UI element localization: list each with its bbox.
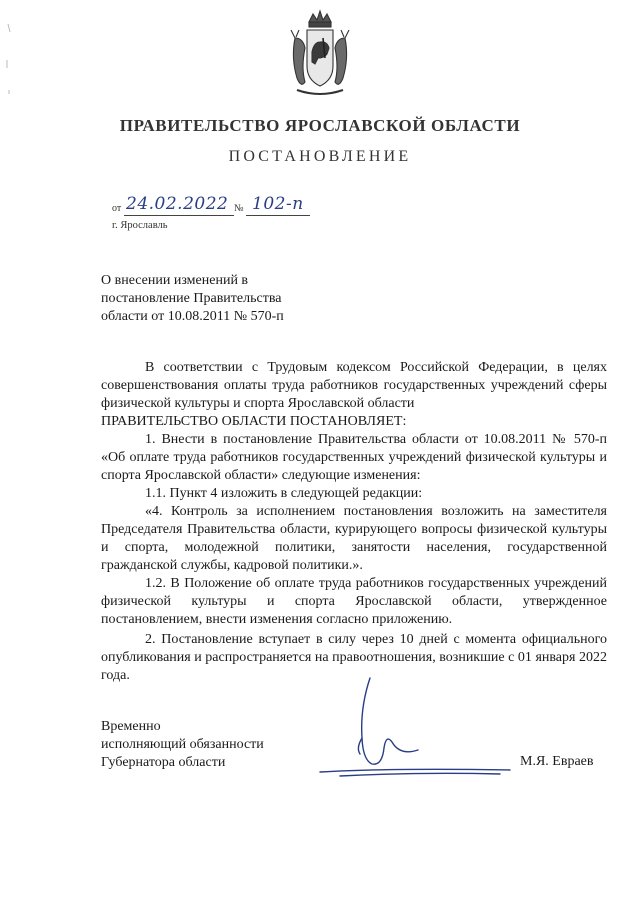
item-1-1-text: «4. Контроль за исполнением постановления возложить на заместителя Председателя Правительства области, курирующего вопросы физической культуры и спорта, молодежной политики, занятости населения, государственной гражданской службы, кадровой политики.». <box>101 504 607 573</box>
preamble: В соответствии с Трудовым кодексом Российской Федерации, в целях совершенствования оплаты труда работников государственных учреждений сферы физической культуры и спорта Ярославской области <box>101 360 607 411</box>
government-title: ПРАВИТЕЛЬСТВО ЯРОСЛАВСКОЙ ОБЛАСТИ <box>119 116 521 135</box>
position-line: Временно <box>101 719 161 734</box>
resolution-statement: ПРАВИТЕЛЬСТВО ОБЛАСТИ ПОСТАНОВЛЯЕТ: <box>101 414 407 429</box>
margin-marks <box>4 20 16 120</box>
signatory-position <box>101 718 321 772</box>
city: г. Ярославль <box>112 220 168 231</box>
subject-line: постановление Правительства <box>101 291 282 306</box>
document-type: ПОСТАНОВЛЕНИЕ <box>228 148 412 165</box>
item-1: 1. Внести в постановление Правительства области от 10.08.2011 № 570-п «Об оплате труда работников государственных учреждений физической культуры и спорта Ярославской области» следующие изменения: <box>101 432 607 483</box>
yaroslavl-coat-of-arms-icon <box>287 8 353 100</box>
number-label: № <box>234 203 244 214</box>
document-body <box>101 359 607 685</box>
position-line: Губернатора области <box>101 755 226 770</box>
item-1-2: 1.2. В Положение об оплате труда работников государственных учреждений физической культуры и спорта Ярославской области, утвержденное постановлением, внести изменения согласно приложению. <box>101 576 607 627</box>
item-1-1: 1.1. Пункт 4 изложить в следующей редакции: <box>145 486 423 501</box>
subject-line: области от 10.08.2011 № 570-п <box>101 309 284 324</box>
registration-line <box>112 194 372 218</box>
position-line: исполняющий обязанности <box>101 737 264 752</box>
handwritten-number: 102-п <box>252 194 304 214</box>
handwritten-date: 24.02.2022 <box>126 194 229 214</box>
handwritten-signature <box>300 668 520 788</box>
signatory-name: М.Я. Евраев <box>520 754 594 769</box>
date-label: от <box>112 203 122 214</box>
subject-line: О внесении изменений в <box>101 273 249 288</box>
document-subject <box>101 272 361 326</box>
item-2: 2. Постановление вступает в силу через 10 дней с момента официального опубликования и распространяется на правоотношения, возникшие с 01 января 2022 года. <box>101 632 607 683</box>
